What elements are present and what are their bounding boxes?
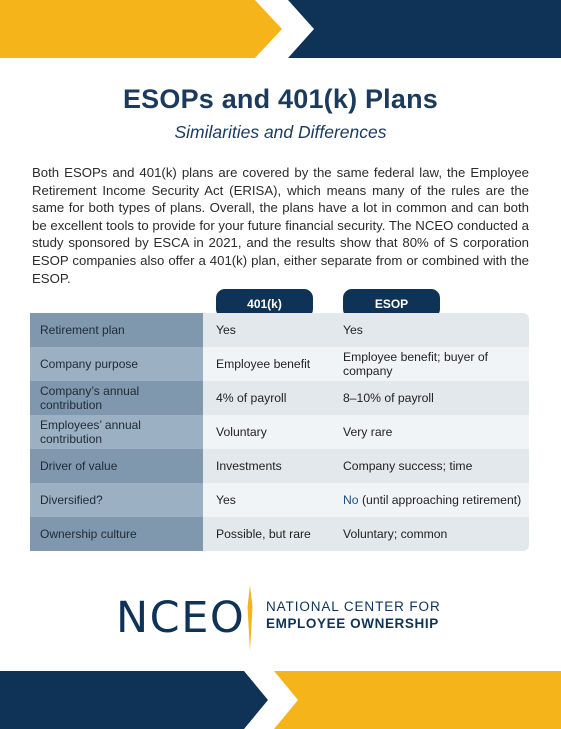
cell-esop <box>330 483 529 517</box>
cell-esop: Company success; time <box>330 449 529 483</box>
table-row <box>30 415 529 449</box>
cell-esop: Voluntary; common <box>330 517 529 551</box>
intro-paragraph: Both ESOPs and 401(k) plans are covered by the same federal law, the Employee Retirement Income Security Act (ERISA), which means many of the rules are the same for both types of plans. Overall, the plans have a lot in common and can both be excellent tools to provide for your future financial security. The NCEO conducted a study sponsored by ESCA in 2021, and the results show that 80% of S corporation ESOP companies also offer a 401(k) plan, either separate from or combined with the ESOP. <box>32 165 529 286</box>
row-label: Company’s annual contribution <box>30 381 203 415</box>
page-subtitle: Similarities and Differences <box>174 122 387 142</box>
column-header-esop: ESOP <box>343 289 440 318</box>
row-label: Company purpose <box>30 347 203 381</box>
cell-esop: Yes <box>330 313 529 347</box>
logo-divider-icon <box>245 585 255 651</box>
cell-esop-answer: No <box>343 493 359 507</box>
row-label: Diversified? <box>30 483 203 517</box>
cell-esop: Employee benefit; buyer of company <box>330 347 529 381</box>
cell-401k: Investments <box>203 449 330 483</box>
cell-401k: 4% of payroll <box>203 381 330 415</box>
logo-tagline-bottom: EMPLOYEE OWNERSHIP <box>266 616 439 631</box>
cell-401k: Possible, but rare <box>203 517 330 551</box>
table-row <box>30 347 529 381</box>
row-label: Employees’ annual contribution <box>30 415 203 449</box>
table-row <box>30 313 529 347</box>
cell-esop-note: (until approaching retirement) <box>358 493 522 507</box>
row-label: Ownership culture <box>30 517 203 551</box>
logo-tagline-top: NATIONAL CENTER FOR <box>266 599 441 614</box>
row-label: Driver of value <box>30 449 203 483</box>
table-row <box>30 449 529 483</box>
top-banner <box>0 0 561 58</box>
cell-401k: Yes <box>203 483 330 517</box>
cell-esop: Very rare <box>330 415 529 449</box>
cell-401k: Employee benefit <box>203 347 330 381</box>
table-row <box>30 483 529 517</box>
bottom-banner <box>0 671 561 729</box>
cell-401k: Voluntary <box>203 415 330 449</box>
nceo-logo <box>116 585 456 651</box>
row-label: Retirement plan <box>30 313 203 347</box>
table-row <box>30 381 529 415</box>
table-row <box>30 517 529 551</box>
column-header-401k: 401(k) <box>216 289 313 318</box>
logo-wordmark: NCEO <box>116 593 246 643</box>
comparison-table <box>30 313 529 551</box>
cell-401k: Yes <box>203 313 330 347</box>
cell-esop: 8–10% of payroll <box>330 381 529 415</box>
page-title: ESOPs and 401(k) Plans <box>122 84 439 114</box>
